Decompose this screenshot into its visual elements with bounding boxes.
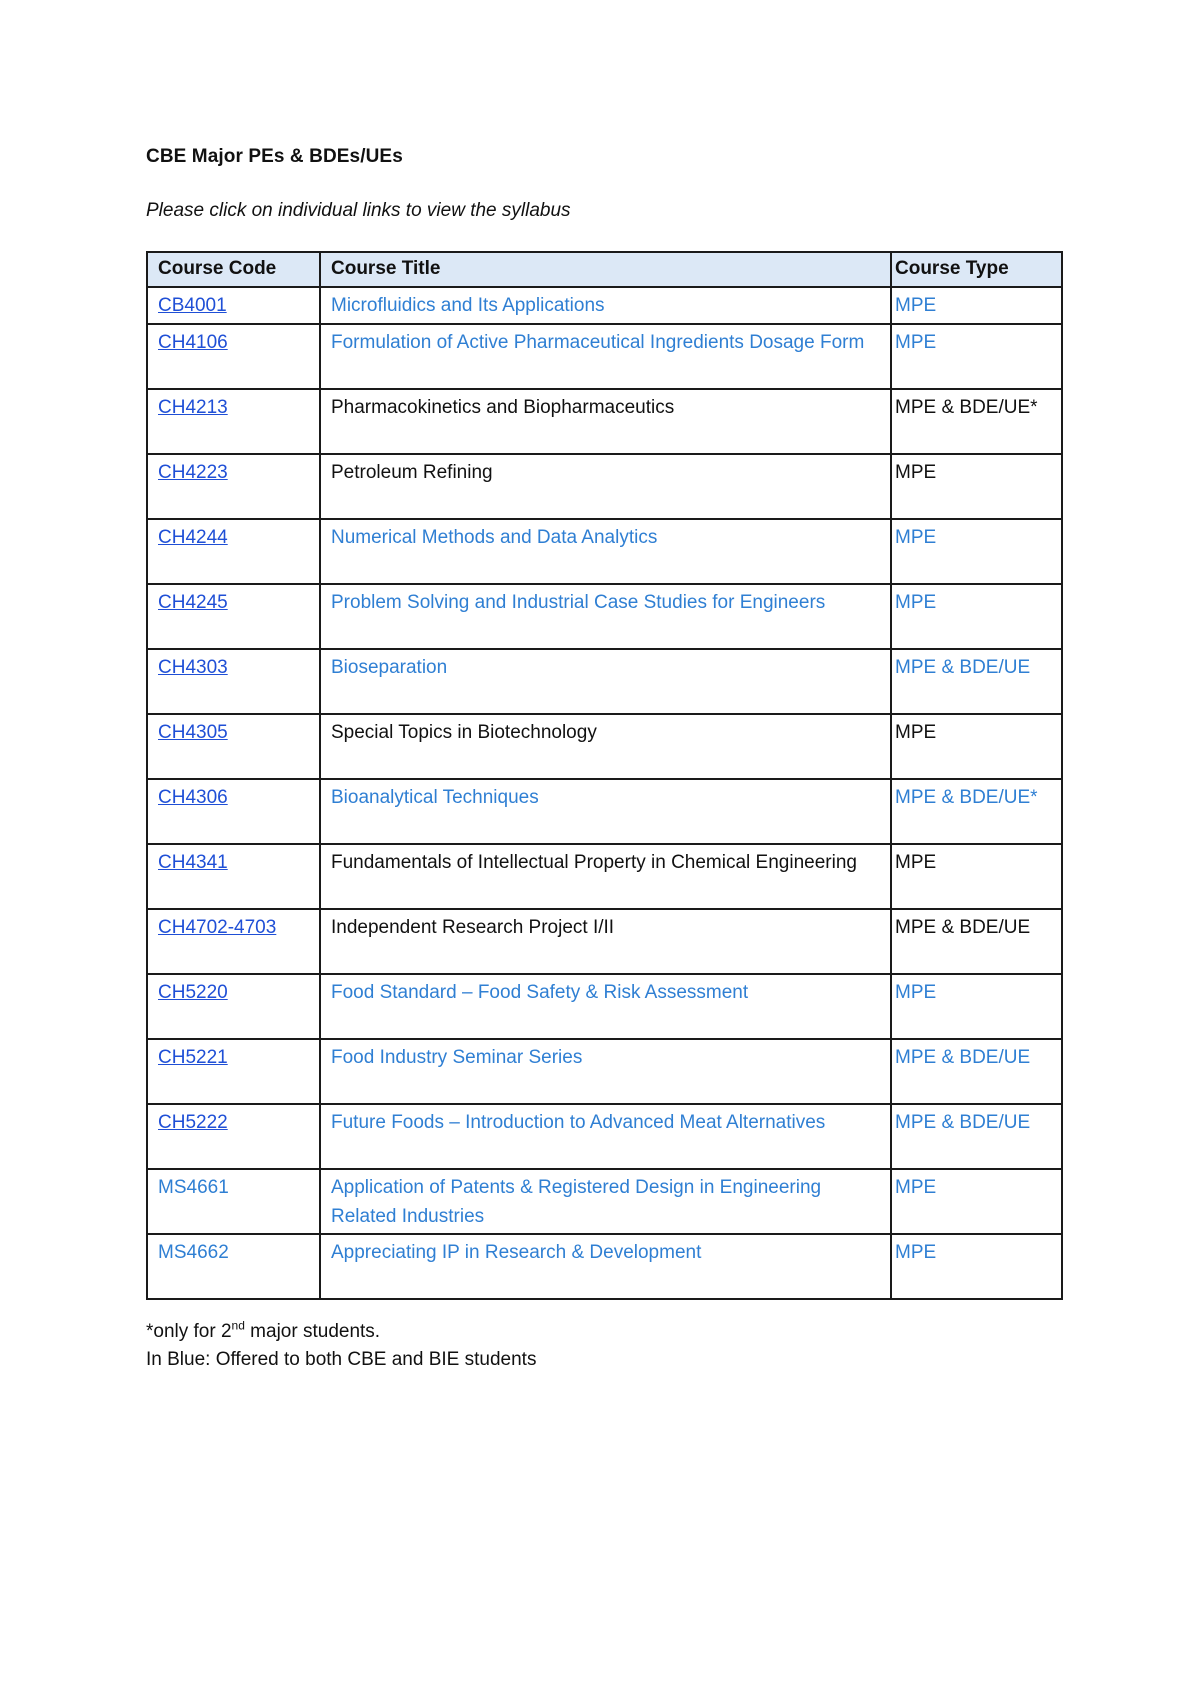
table-body — [147, 287, 1062, 1299]
cell-course-code — [147, 974, 320, 1039]
cell-course-title: Food Standard – Food Safety & Risk Assessment — [320, 974, 891, 1039]
table-row — [147, 389, 1062, 454]
cell-course-type: MPE — [891, 714, 1062, 779]
document-subtitle: Please click on individual links to view the syllabus — [146, 200, 571, 221]
cell-course-type: MPE — [891, 454, 1062, 519]
course-code-link[interactable]: CH5222 — [158, 1112, 228, 1133]
courses-table — [146, 251, 1063, 1300]
cell-course-type: MPE & BDE/UE — [891, 1039, 1062, 1104]
cell-course-type: MPE — [891, 1169, 1062, 1234]
document-title: CBE Major PEs & BDEs/UEs — [146, 146, 403, 167]
header-course-type: Course Type — [891, 252, 1062, 287]
course-code-link[interactable]: CH4213 — [158, 397, 228, 418]
cell-course-type: MPE & BDE/UE — [891, 649, 1062, 714]
course-code-link[interactable]: CH4341 — [158, 852, 228, 873]
table-row — [147, 779, 1062, 844]
cell-course-title: Microfluidics and Its Applications — [320, 287, 891, 324]
cell-course-title: Special Topics in Biotechnology — [320, 714, 891, 779]
cell-course-code — [147, 519, 320, 584]
cell-course-title: Independent Research Project I/II — [320, 909, 891, 974]
cell-course-type: MPE & BDE/UE — [891, 909, 1062, 974]
course-code-text: MS4662 — [158, 1242, 229, 1263]
cell-course-code — [147, 649, 320, 714]
cell-course-code — [147, 389, 320, 454]
course-code-link[interactable]: CH4245 — [158, 592, 228, 613]
cell-course-type: MPE — [891, 287, 1062, 324]
cell-course-code — [147, 1169, 320, 1234]
cell-course-type: MPE — [891, 519, 1062, 584]
course-code-link[interactable]: CH4303 — [158, 657, 228, 678]
cell-course-title: Application of Patents & Registered Design in Engineering Related Industries — [320, 1169, 891, 1234]
cell-course-code — [147, 779, 320, 844]
table-row — [147, 324, 1062, 389]
course-code-link[interactable]: CB4001 — [158, 295, 227, 316]
cell-course-code — [147, 584, 320, 649]
table-row — [147, 287, 1062, 324]
footnote-second-major — [146, 1318, 536, 1346]
course-code-link[interactable]: CH4244 — [158, 527, 228, 548]
cell-course-type: MPE — [891, 844, 1062, 909]
table-row — [147, 974, 1062, 1039]
table-header-row — [147, 252, 1062, 287]
header-course-title: Course Title — [320, 252, 891, 287]
cell-course-title: Problem Solving and Industrial Case Studies for Engineers — [320, 584, 891, 649]
table-row — [147, 649, 1062, 714]
table-row — [147, 519, 1062, 584]
table-row — [147, 1039, 1062, 1104]
cell-course-title: Food Industry Seminar Series — [320, 1039, 891, 1104]
cell-course-code — [147, 1104, 320, 1169]
table-row — [147, 909, 1062, 974]
cell-course-type: MPE & BDE/UE — [891, 1104, 1062, 1169]
course-code-link[interactable]: CH4702-4703 — [158, 917, 277, 938]
footnote-blue-legend: In Blue: Offered to both CBE and BIE students — [146, 1349, 537, 1370]
cell-course-type: MPE — [891, 1234, 1062, 1299]
cell-course-title: Pharmacokinetics and Biopharmaceutics — [320, 389, 891, 454]
course-code-link[interactable]: CH4305 — [158, 722, 228, 743]
table-row — [147, 1169, 1062, 1234]
table-row — [147, 454, 1062, 519]
header-course-code: Course Code — [147, 252, 320, 287]
cell-course-code — [147, 454, 320, 519]
cell-course-code — [147, 1039, 320, 1104]
course-code-link[interactable]: CH4223 — [158, 462, 228, 483]
cell-course-code — [147, 1234, 320, 1299]
footnotes — [146, 1318, 536, 1374]
cell-course-type: MPE — [891, 974, 1062, 1039]
footnote-superscript: nd — [231, 1318, 245, 1333]
cell-course-code — [147, 287, 320, 324]
table-row — [147, 1104, 1062, 1169]
cell-course-code — [147, 909, 320, 974]
cell-course-title: Fundamentals of Intellectual Property in Chemical Engineering — [320, 844, 891, 909]
footnote-text-suffix: major students. — [244, 1321, 381, 1342]
table-row — [147, 584, 1062, 649]
cell-course-title: Appreciating IP in Research & Development — [320, 1234, 891, 1299]
cell-course-code — [147, 714, 320, 779]
table-row — [147, 714, 1062, 779]
cell-course-type: MPE & BDE/UE* — [891, 779, 1062, 844]
cell-course-title: Future Foods – Introduction to Advanced Meat Alternatives — [320, 1104, 891, 1169]
cell-course-code — [147, 324, 320, 389]
cell-course-title: Bioanalytical Techniques — [320, 779, 891, 844]
cell-course-type: MPE & BDE/UE* — [891, 389, 1062, 454]
cell-course-title: Formulation of Active Pharmaceutical Ingredients Dosage Form — [320, 324, 891, 389]
cell-course-type: MPE — [891, 584, 1062, 649]
cell-course-title: Bioseparation — [320, 649, 891, 714]
course-code-link[interactable]: CH5221 — [158, 1047, 228, 1068]
table-row — [147, 1234, 1062, 1299]
course-code-text: MS4661 — [158, 1177, 229, 1198]
cell-course-code — [147, 844, 320, 909]
footnote-text: *only for 2 — [146, 1321, 232, 1342]
cell-course-type: MPE — [891, 324, 1062, 389]
course-code-link[interactable]: CH5220 — [158, 982, 228, 1003]
cell-course-title: Numerical Methods and Data Analytics — [320, 519, 891, 584]
course-code-link[interactable]: CH4106 — [158, 332, 228, 353]
cell-course-title: Petroleum Refining — [320, 454, 891, 519]
table-row — [147, 844, 1062, 909]
course-code-link[interactable]: CH4306 — [158, 787, 228, 808]
